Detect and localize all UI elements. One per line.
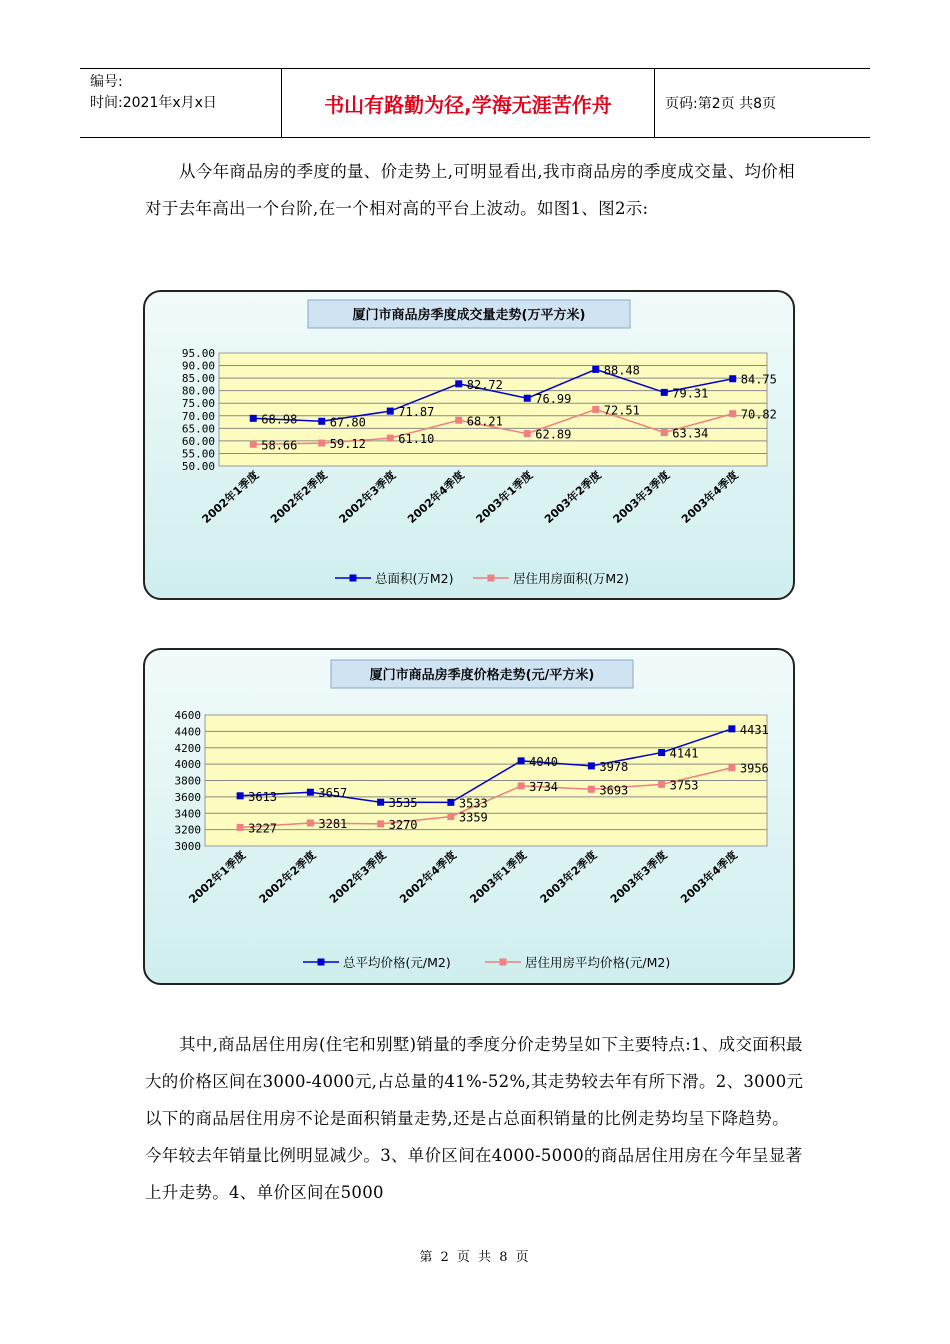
data-label: 3359 [458, 810, 488, 825]
x-tick-label: 2003年2季度 [542, 468, 604, 526]
legend-marker-1 [488, 575, 495, 582]
data-point [447, 813, 454, 820]
x-tick-label: 2002年1季度 [199, 468, 262, 526]
x-tick-label: 2002年4季度 [397, 848, 459, 906]
header-page-number: 页码:第2页 共8页 [665, 96, 776, 112]
data-label: 67.80 [329, 415, 366, 430]
data-label: 3978 [599, 759, 629, 774]
chart-volume [143, 290, 795, 600]
chart-volume-plot-area [219, 353, 767, 466]
intro-paragraph: 从今年商品房的季度的量、价走势上,可明显看出,我市商品房的季度成交量、均价相对于去年高出一个台阶,在一个相对高的平台上波动。如图1、图2示: [145, 162, 795, 218]
x-tick-label: 2003年1季度 [467, 848, 530, 906]
data-point [524, 430, 531, 437]
header-motto: 书山有路勤为径,学海无涯苦作舟 [282, 69, 655, 137]
data-point [250, 415, 257, 422]
y-tick-label: 3800 [174, 774, 201, 788]
data-label: 61.10 [398, 432, 435, 447]
legend-label-0: 总面积(万M2) [375, 571, 454, 586]
legend-marker-0 [318, 959, 325, 966]
data-point [447, 799, 454, 806]
data-label: 68.98 [261, 412, 298, 427]
y-tick-label: 3000 [174, 840, 201, 853]
chart-price-title: 厦门市商品房季度价格走势(元/平方米) [369, 668, 595, 683]
data-label: 58.66 [261, 438, 298, 453]
data-point [592, 366, 599, 373]
data-point [518, 782, 525, 789]
data-point [728, 764, 735, 771]
data-label: 72.51 [603, 403, 640, 418]
data-point [661, 429, 668, 436]
data-label: 3535 [388, 796, 418, 811]
data-point [377, 799, 384, 806]
y-tick-label: 3400 [174, 807, 201, 821]
x-tick-label: 2003年3季度 [610, 468, 673, 526]
y-tick-label: 4600 [174, 709, 201, 722]
body-paragraph: 其中,商品居住用房(住宅和别墅)销量的季度分价走势呈如下主要特点:1、成交面积最大的价格区间在3000-4000元,占总量的41%-52%,其走势较去年有所下滑。2、3000元以下的商品居住用房不论是面积销量走势,还是占总面积销量的比例走势均呈下降趋势。今年较去年销量比例明显减少。3、单价区间在4000-5000的商品居住用房在今年呈显著上升走势。4、单价区间在5000 [145, 1035, 804, 1202]
data-label: 3657 [318, 786, 348, 801]
data-point [729, 375, 736, 382]
data-label: 3693 [599, 783, 629, 798]
data-point [518, 757, 525, 764]
data-point [307, 819, 314, 826]
data-label: 68.21 [466, 414, 503, 429]
y-tick-label: 65.00 [181, 422, 215, 436]
data-label: 70.82 [740, 407, 777, 422]
page-footer: 第 2 页 共 8 页 [419, 1250, 531, 1265]
data-point [307, 789, 314, 796]
data-label: 88.48 [603, 363, 640, 378]
data-label: 3753 [669, 778, 699, 793]
x-tick-label: 2003年3季度 [607, 848, 670, 906]
data-point [250, 441, 257, 448]
data-label: 82.72 [466, 377, 503, 392]
y-tick-label: 4400 [174, 725, 201, 739]
data-label: 3227 [248, 821, 278, 836]
data-label: 4040 [529, 754, 559, 769]
data-label: 76.99 [535, 392, 572, 407]
data-point [658, 781, 665, 788]
x-tick-label: 2002年2季度 [256, 848, 319, 906]
data-point [588, 762, 595, 769]
y-tick-label: 90.00 [181, 359, 215, 373]
doc-date-label: 时间:2021年x月x日 [90, 95, 217, 111]
x-tick-label: 2002年1季度 [186, 848, 249, 906]
page-header [80, 68, 870, 138]
data-label: 3281 [318, 816, 348, 831]
y-tick-label: 80.00 [181, 384, 215, 398]
y-tick-label: 50.00 [181, 460, 215, 473]
data-point [661, 389, 668, 396]
data-label: 59.12 [329, 437, 366, 452]
data-point [387, 435, 394, 442]
y-tick-label: 55.00 [181, 447, 215, 461]
header-meta [80, 69, 282, 137]
data-point [455, 380, 462, 387]
data-label: 63.34 [672, 426, 709, 441]
data-point [237, 824, 244, 831]
data-label: 79.31 [672, 386, 709, 401]
data-point [387, 408, 394, 415]
legend-label-0: 总平均价格(元/M2) [343, 955, 451, 970]
data-point [729, 410, 736, 417]
data-label: 4431 [739, 722, 769, 737]
data-label: 3533 [458, 796, 488, 811]
y-tick-label: 4200 [174, 741, 201, 755]
data-point [588, 786, 595, 793]
data-point [237, 792, 244, 799]
data-point [455, 417, 462, 424]
x-tick-label: 2002年4季度 [405, 468, 467, 526]
data-label: 4141 [669, 746, 699, 761]
chart-volume-svg [145, 292, 793, 598]
legend-label-1: 居住用房平均价格(元/M2) [525, 955, 671, 970]
data-label: 84.75 [740, 372, 777, 387]
y-tick-label: 95.00 [181, 347, 215, 360]
data-label: 62.89 [535, 427, 572, 442]
chart-volume-title: 厦门市商品房季度成交量走势(万平方米) [352, 308, 586, 323]
data-point [318, 418, 325, 425]
x-tick-label: 2002年3季度 [326, 848, 389, 906]
y-tick-label: 3600 [174, 790, 201, 804]
data-point [658, 749, 665, 756]
y-tick-label: 60.00 [181, 434, 215, 448]
y-tick-label: 70.00 [181, 409, 215, 423]
x-tick-label: 2003年4季度 [679, 468, 741, 526]
legend-label-1: 居住用房面积(万M2) [513, 571, 629, 586]
doc-number-label: 编号: [90, 74, 123, 90]
y-tick-label: 75.00 [181, 397, 215, 411]
legend-marker-1 [500, 959, 507, 966]
x-tick-label: 2003年2季度 [537, 848, 600, 906]
x-tick-label: 2002年3季度 [336, 468, 399, 526]
y-tick-label: 85.00 [181, 372, 215, 386]
x-tick-label: 2003年4季度 [678, 848, 740, 906]
data-point [318, 440, 325, 447]
data-label: 3270 [388, 817, 418, 832]
legend-marker-0 [350, 575, 357, 582]
chart-price-svg [145, 650, 793, 983]
data-point [377, 820, 384, 827]
y-tick-label: 4000 [174, 758, 201, 772]
data-point [592, 406, 599, 413]
x-tick-label: 2003年1季度 [473, 468, 536, 526]
data-point [728, 725, 735, 732]
data-label: 3613 [248, 789, 278, 804]
x-tick-label: 2002年2季度 [268, 468, 330, 526]
data-label: 3734 [529, 779, 559, 794]
chart-price [143, 648, 795, 985]
data-label: 71.87 [398, 405, 435, 420]
data-point [524, 395, 531, 402]
data-label: 3956 [739, 761, 769, 776]
y-tick-label: 3200 [174, 823, 201, 837]
